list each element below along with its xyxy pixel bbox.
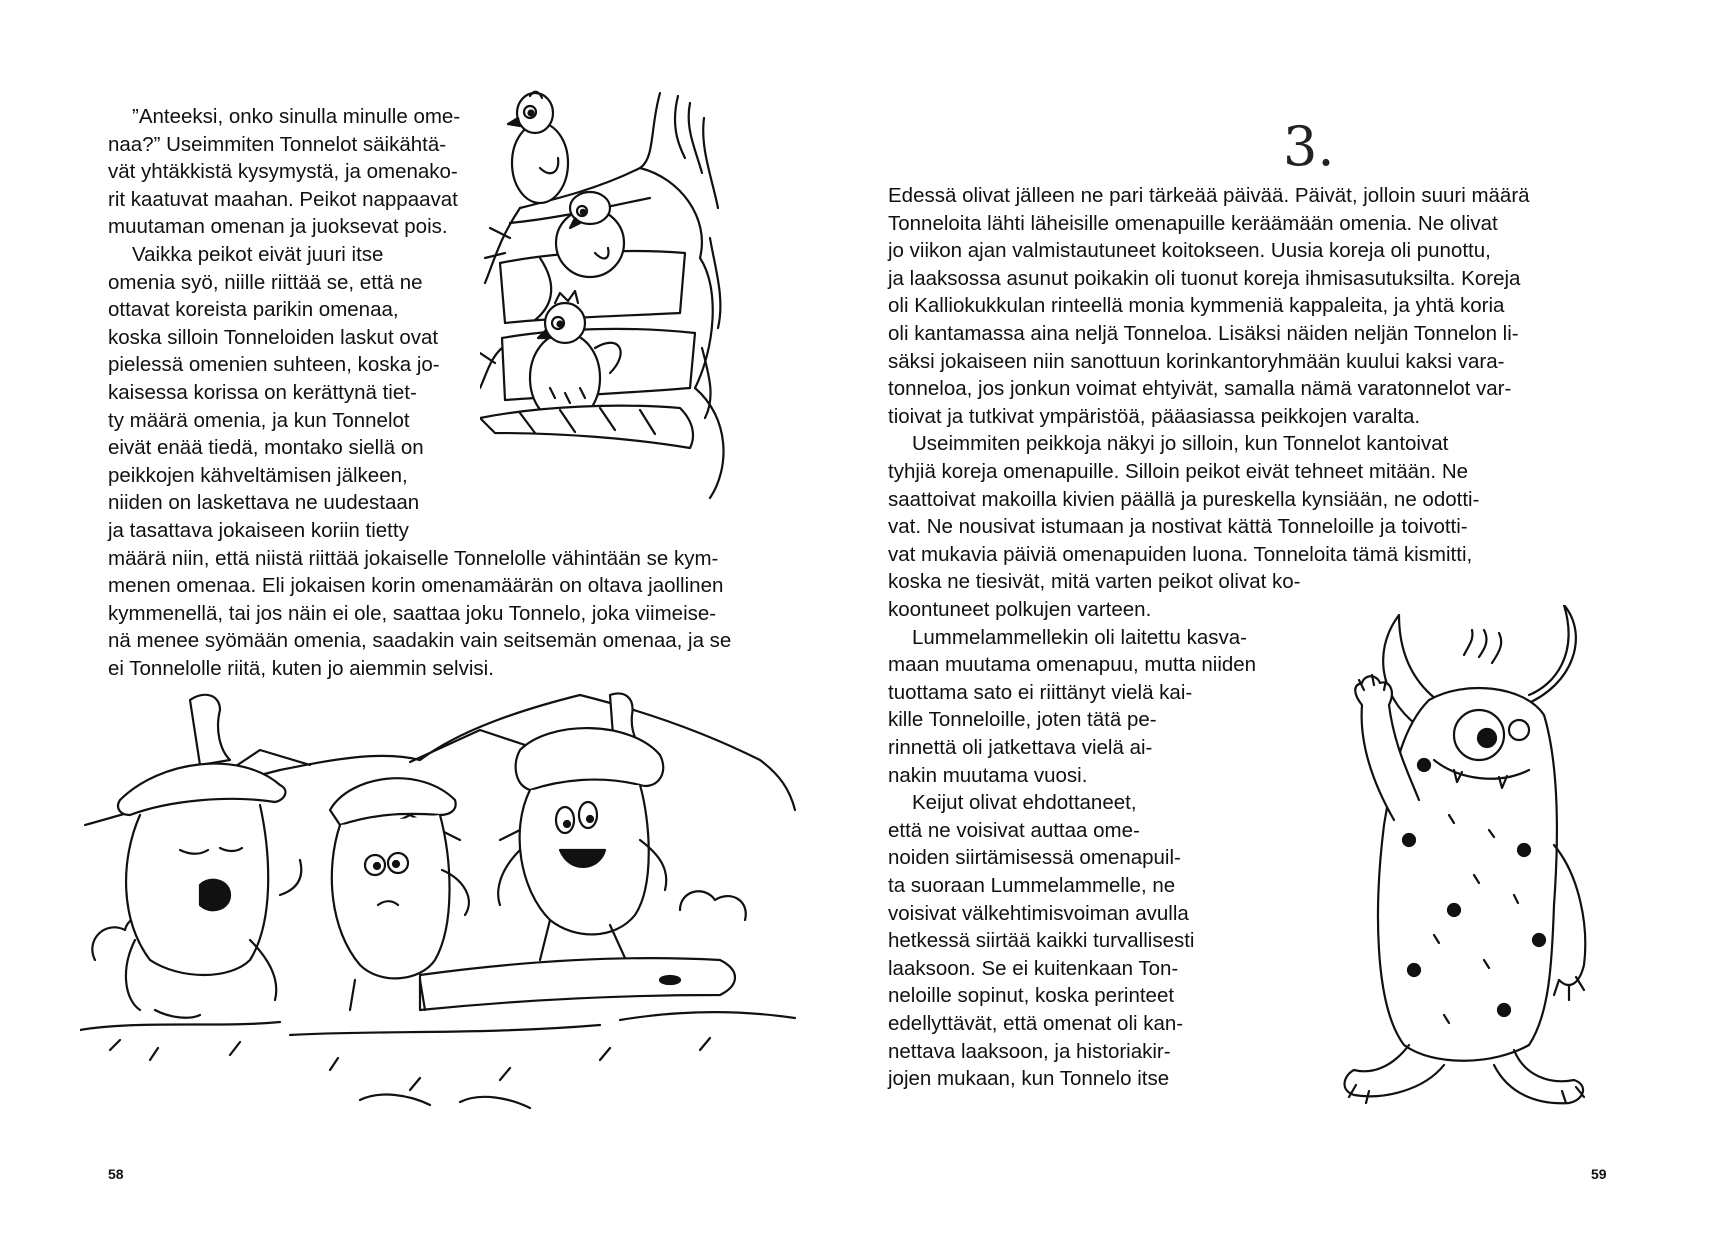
right-text-line: Edessä olivat jälleen ne pari tärkeää päivää. Päivät, jolloin suuri määrä [888,184,1530,207]
left-text-line: määrä niin, että niistä riittää jokaiselle Tonnelolle vähintään se kym- [108,546,719,570]
right-text-line: tyhjiä koreja omenapuille. Silloin peikot eivät tehneet mitään. Ne [888,460,1469,483]
right-text-line: tioivat ja tutkivat ympäristöä, pääasiassa peikkojen varalta. [888,404,1421,428]
page-number-left: 58 [108,1166,124,1182]
right-text-line: oli kantamassa aina neljä Tonneloa. Lisäksi näiden neljän Tonnelon li- [888,322,1519,345]
horned-troll-waving-icon [1314,605,1654,1110]
right-text-line: saattoivat makoilla kivien päällä ja pureskella kynsiään, ne odotti- [888,487,1480,511]
right-text-line: voisivat välkehtimisvoiman avulla [888,901,1189,925]
right-text-line: tonneloa, jos jonkun voimat ehtyivät, samalla nämä varatonnelot var- [888,377,1512,401]
left-text-line: vät yhtäkkistä kysymystä, ja omenako- [108,160,458,184]
right-text-line: rinnettä oli jatkettava vielä ai- [888,736,1153,759]
right-text-line: hetkessä siirtää kaikki turvallisesti [888,929,1195,953]
right-text-line: edellyttävät, että omenat oli kan- [888,1012,1184,1035]
left-text-line: ottavat koreista parikin omenaa, [108,298,399,322]
right-text-line: noiden siirtämisessä omenapuil- [888,846,1181,870]
right-text-line: oli Kalliokukkulan rinteellä monia kymmeniä kappaleita, ja yhtä koria [888,294,1505,318]
right-text-line: jojen mukaan, kun Tonnelo itse [888,1067,1170,1091]
right-text-line: Keijut olivat ehdottaneet, [912,791,1137,815]
right-text-line: tuottama sato ei riittänyt vielä kai- [888,680,1193,704]
right-text-line: säksi jokaiseen niin sanottuun korinkantoryhmään kuului kaksi vara- [888,349,1505,373]
left-text-line: koska silloin Tonneloiden laskut ovat [108,325,439,349]
three-birds-on-tree-icon [480,88,745,500]
page-number-right: 59 [1591,1166,1607,1182]
left-text-line: muutaman omenan ja juoksevat pois. [108,215,448,239]
chapter-number: 3. [1283,115,1335,178]
right-text-line: maan muutama omenapuu, mutta niiden [888,653,1257,677]
left-text-line: nä menee syömään omenia, saadakin vain seitsemän omenaa, ja se [108,629,732,653]
left-text-line: Vaikka peikot eivät juuri itse [132,243,384,266]
right-text-line: koska ne tiesivät, mitä varten peikot olivat ko- [888,570,1301,594]
left-text-line: pielessä omenien suhteen, koska jo- [108,353,440,377]
left-text-line: ei Tonnelolle riitä, kuten jo aiemmin selvisi. [108,657,494,680]
right-text-line: ta suoraan Lummelammelle, ne [888,874,1176,897]
right-text-line: vat. Ne nousivat istumaan ja nostivat kättä Tonneloille ja toivotti- [888,515,1468,539]
right-text-line: koontuneet polkujen varteen. [888,598,1152,621]
three-trolls-on-log-icon [80,690,800,1120]
left-text-line: rit kaatuvat maahan. Peikot nappaavat [108,187,458,211]
left-text-line: peikkojen kähveltämisen jälkeen, [108,463,408,487]
right-text-line: Lummelammellekin oli laitettu kasva- [912,625,1247,649]
right-text-line: jo viikon ajan valmistautuneet koitokseen. Uusia koreja oli punottu, [888,239,1491,263]
left-text-line: ja tasattava jokaiseen koriin tietty [108,519,409,542]
right-text-line: kille Tonneloille, joten tätä pe- [888,708,1157,732]
right-text-line: nettava laaksoon, ja historiakir- [888,1039,1171,1063]
left-text-line: ty määrä omenia, ja kun Tonnelot [108,408,410,432]
left-page [0,0,856,1240]
left-text-line: kymmenellä, tai jos näin ei ole, saattaa joku Tonnelo, joka viimeise- [108,601,717,625]
right-text-line: laaksoon. Se ei kuitenkaan Ton- [888,956,1179,980]
right-text-line: Tonneloita lähti läheisille omenapuille keräämään omenia. Ne olivat [888,211,1498,235]
left-text-line: omenia syö, niille riittää se, että ne [108,270,423,294]
right-text-line: ja laaksossa asunut poikakin oli tuonut koreja ihmisasutuksilta. Koreja [888,266,1521,290]
right-text-line: neloille sopinut, koska perinteet [888,984,1175,1008]
right-text-line: Useimmiten peikkoja näkyi jo silloin, kun Tonnelot kantoivat [912,432,1449,456]
left-text-line: menen omenaa. Eli jokaisen korin omenamäärän on oltava jaollinen [108,574,724,598]
left-text-line: eivät enää tiedä, montako siellä on [108,436,424,460]
left-text-line: naa?” Useimmiten Tonnelot säikähtä- [108,132,447,156]
right-text-line: vat mukavia päiviä omenapuiden luona. Tonneloita tämä kismitti, [888,542,1473,566]
right-text-line: että ne voisivat auttaa ome- [888,818,1140,842]
left-text-line: ”Anteeksi, onko sinulla minulle ome- [132,105,461,128]
right-page [856,0,1713,1240]
left-text-line: niiden on laskettava ne uudestaan [108,491,420,515]
left-text-line: kaisessa korissa on kerättynä tiet- [108,381,417,404]
right-text-line: nakin muutama vuosi. [888,763,1088,787]
